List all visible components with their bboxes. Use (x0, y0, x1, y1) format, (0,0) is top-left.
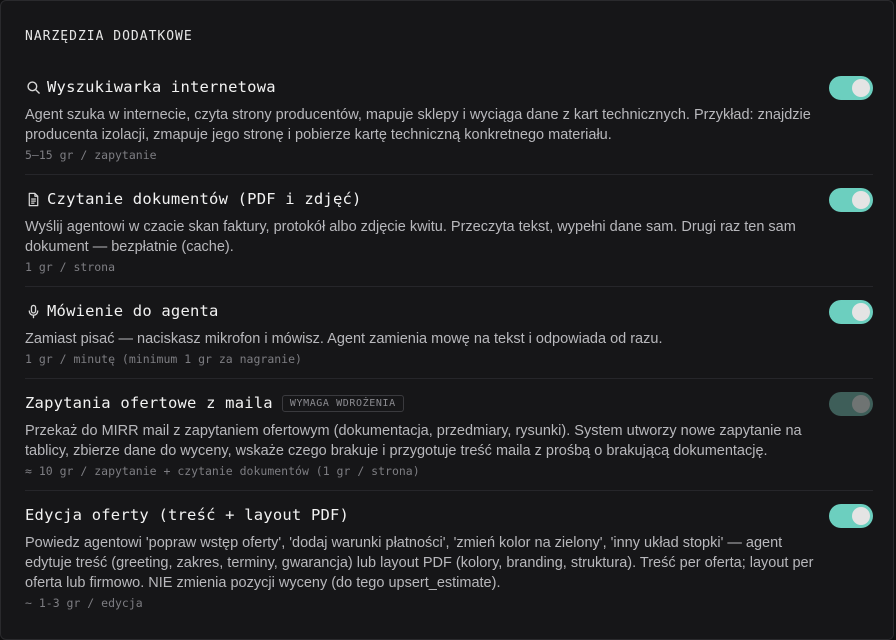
tool-voice-input (25, 287, 873, 379)
toggle-knob (852, 191, 870, 209)
tool-title: Czytanie dokumentów (PDF i zdjęć) (47, 190, 362, 208)
tools-list (25, 63, 873, 622)
tool-title: Edycja oferty (treść + layout PDF) (25, 506, 350, 524)
tool-document-reading (25, 175, 873, 287)
tool-description: Wyślij agentowi w czacie skan faktury, protokół albo zdjęcie kwitu. Przeczyta tekst, wypełni dane sam. Drugi raz ten sam dokument — bezpłatnie (cache). (25, 219, 796, 255)
tool-description: Agent szuka w internecie, czyta strony producentów, mapuje sklepy i wyciąga dane z kart technicznych. Przykład: znajdzie producenta izolacji, zmapuje jego stronę i pobierze kartę techniczną konkretnego materiału. (25, 107, 811, 143)
toggle-knob (852, 79, 870, 97)
toggle-knob (852, 395, 870, 413)
document-reading-toggle[interactable] (829, 188, 873, 212)
tool-email-inquiries (25, 379, 873, 491)
document-icon (25, 191, 41, 207)
tool-description: Zamiast pisać — naciskasz mikrofon i mówisz. Agent zamienia mowę na tekst i odpowiada od razu. (25, 331, 663, 347)
tool-title: Wyszukiwarka internetowa (47, 78, 276, 96)
toggle-knob (852, 303, 870, 321)
web-search-toggle[interactable] (829, 76, 873, 100)
requires-deployment-badge: WYMAGA WDROŻENIA (282, 395, 404, 412)
tool-description: Powiedz agentowi 'popraw wstęp oferty', 'dodaj warunki płatności', 'zmień kolor na zielony', 'inny układ stopki' — agent edytuje treść (greeting, zakres, terminy, gwarancja) lub layout PDF (kolory, branding, struktura). Treść per oferta; layout per oferta lub firmowo. NIE zmienia pozycji wyceny (do tego upsert_estimate). (25, 535, 814, 591)
email-inquiries-toggle[interactable] (829, 392, 873, 416)
tool-cost: ~ 1-3 gr / edycja (25, 596, 143, 610)
tool-cost: 5–15 gr / zapytanie (25, 148, 157, 162)
tool-cost: 1 gr / minutę (minimum 1 gr za nagranie) (25, 352, 302, 366)
search-icon (25, 79, 41, 95)
microphone-icon (25, 303, 41, 319)
voice-input-toggle[interactable] (829, 300, 873, 324)
tool-web-search (25, 63, 873, 175)
tool-title: Mówienie do agenta (47, 302, 219, 320)
tool-offer-editing (25, 491, 873, 622)
tool-title: Zapytania ofertowe z maila (25, 394, 273, 412)
offer-editing-toggle[interactable] (829, 504, 873, 528)
tool-cost: ≈ 10 gr / zapytanie + czytanie dokumentów (1 gr / strona) (25, 464, 420, 478)
tool-cost: 1 gr / strona (25, 260, 116, 274)
section-title: NARZĘDZIA DODATKOWE (25, 29, 193, 44)
toggle-knob (852, 507, 870, 525)
tool-description: Przekaż do MIRR mail z zapytaniem ofertowym (dokumentacja, przedmiary, rysunki). System utworzy nowe zapytanie na tablicy, zbierze dane do wyceny, wskaże czego brakuje i przygotuje treść maila z prośbą o brakującą dokumentację. (25, 423, 802, 459)
